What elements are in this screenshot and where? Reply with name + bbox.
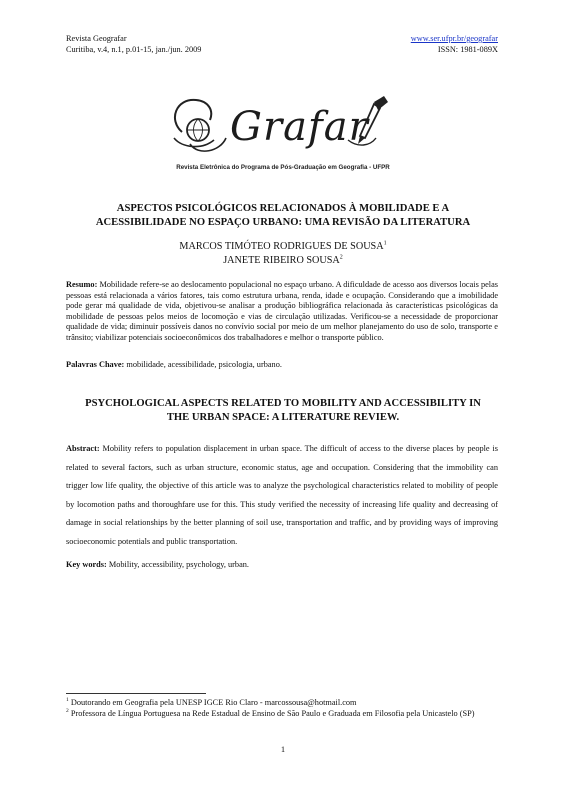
- abstract-en-label: Abstract:: [66, 444, 100, 453]
- footnote-1-mark: 1: [66, 697, 69, 704]
- journal-url-link[interactable]: www.ser.ufpr.br/geografar: [410, 34, 498, 43]
- abstract-en: [66, 440, 498, 551]
- journal-header-right: [411, 34, 498, 55]
- author-2: [0, 254, 566, 268]
- journal-subtitle: Revista Eletrônica do Programa de Pós-Graduação em Geografia - UFPR: [176, 164, 390, 171]
- logo-wordmark: Grafar: [230, 104, 369, 150]
- journal-name: Revista Geografar: [66, 34, 127, 43]
- page-number: 1: [280, 744, 286, 754]
- keywords-pt-label: Palavras Chave:: [66, 360, 125, 369]
- title-en-line-2: THE URBAN SPACE: A LITERATURE REVIEW.: [166, 412, 400, 423]
- author-1-footnote-mark[interactable]: 1: [383, 240, 387, 247]
- abstract-en-text: Mobility refers to population displacement in urban space. The difficult of access to the diverse places by people is related to several factors, such as urban structure, economic status, age and occupation. Considering that the immobility can trigger low life quality, the objective of this article was to analyze the psychological characteristics related to mobility of people by locomotion paths and thoroughfare use for this. This study verified the necessity of increasing life quality and decreasing of damage in social relationships by the better planning of soil use, transportation and traffic, and by providing ways of improving socioeconomic potentials and public transportation.: [66, 444, 498, 546]
- footnote-1: [66, 697, 498, 708]
- abstract-pt: [66, 280, 498, 344]
- author-2-name: JANETE RIBEIRO SOUSA: [223, 254, 340, 266]
- author-1-name: MARCOS TIMÓTEO RODRIGUES DE SOUSA: [179, 241, 384, 252]
- abstract-pt-text: Mobilidade refere-se ao deslocamento populacional no espaço urbano. A dificuldade de acesso aos diversos locais pelas pessoas está relacionada a vários fatores, tais como estrutura urbana, renda, idade e ocupação. Considerando que a imobilidade pode gerar má qualidade de vida, objetivou-se analisar a produção bibliográfica relacionada às características psicológicas da mobilidade de pessoas pelos meios de locomoção e vias de circulação utilizadas. Verificou-se a necessidade de proporcionar qualidade de vida; diminuir possíveis danos no convívio social por meio de um melhor planejamento do uso de solo, transporte e trânsito; viabilizar potenciais socioeconômicos dos trabalhadores e melhor o transporte público.: [66, 280, 499, 342]
- footnote-2: [66, 708, 498, 719]
- journal-issn: ISSN: 1981-089X: [437, 44, 498, 54]
- journal-issue: Curitiba, v.4, n.1, p.01-15, jan./jun. 2009: [66, 44, 202, 54]
- article-title-en: [60, 397, 506, 425]
- author-list: [0, 240, 566, 267]
- footnotes: [66, 697, 498, 719]
- author-2-footnote-mark[interactable]: 2: [339, 254, 343, 261]
- article-title-pt: [60, 202, 506, 230]
- footnote-2-text: Professora de Língua Portuguesa na Rede Estadual de Ensino de São Paulo e Graduada em Filosofia pela Unicastelo (SP): [70, 709, 475, 718]
- author-1: [0, 240, 566, 254]
- geografar-logo: [168, 92, 398, 158]
- keywords-en-text: Mobility, accessibility, psychology, urban.: [108, 560, 249, 569]
- journal-header: [66, 34, 201, 55]
- title-pt-line-1: ASPECTOS PSICOLÓGICOS RELACIONADOS À MOBILIDADE E A: [116, 203, 450, 214]
- keywords-pt-text: mobilidade, acessibilidade, psicologia, urbano.: [126, 360, 282, 369]
- title-pt-line-2: ACESSIBILIDADE NO ESPAÇO URBANO: UMA REVISÃO DA LITERATURA: [95, 217, 471, 228]
- footnote-1-text: Doutorando em Geografia pela UNESP IGCE Rio Claro - marcossousa@hotmail.com: [70, 698, 357, 707]
- keywords-pt: [66, 360, 498, 371]
- keywords-en: [66, 560, 498, 571]
- abstract-pt-label: Resumo:: [66, 280, 98, 289]
- keywords-en-label: Key words:: [66, 560, 107, 569]
- title-en-line-1: PSYCHOLOGICAL ASPECTS RELATED TO MOBILITY AND ACCESSIBILITY IN: [85, 398, 481, 409]
- footnote-2-mark: 2: [66, 708, 69, 715]
- footnote-divider: [66, 693, 206, 694]
